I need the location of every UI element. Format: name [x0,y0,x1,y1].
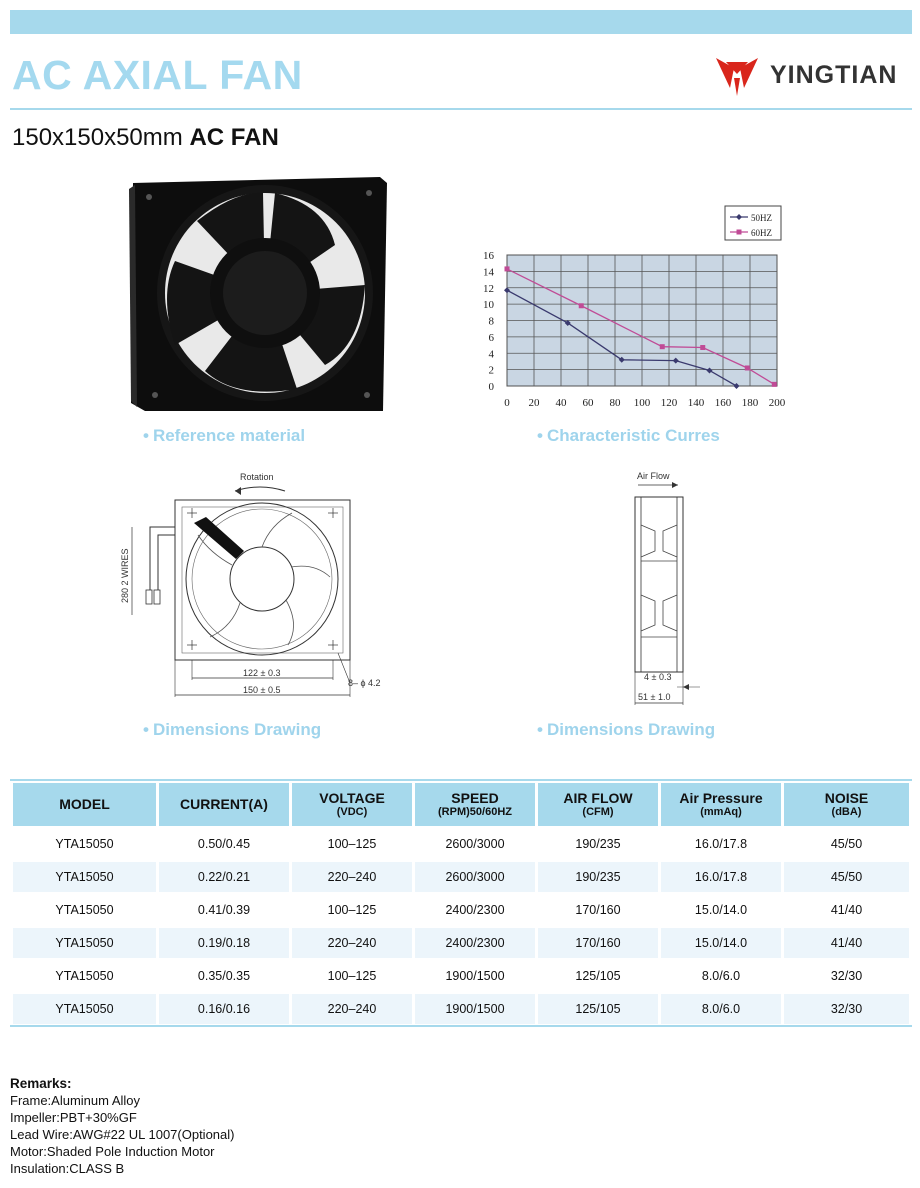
table-row: YTA15050 0.22/0.21 220–240 2600/3000 190/235 16.0/17.8 45/50 [13,862,909,892]
remarks-heading: Remarks: [10,1076,72,1091]
x-tick-label: 100 [633,397,651,409]
page-title: AC AXIAL FAN [12,52,303,98]
subtitle-type: AC FAN [189,124,279,151]
characteristic-chart [470,200,800,420]
table-row: YTA15050 0.50/0.45 100–125 2600/3000 190/235 16.0/17.8 45/50 [55,837,863,851]
data-point [660,344,665,349]
holes-label: 8– ϕ 4.2 [348,678,381,688]
caption-dim-side-text: Dimensions Drawing [546,720,716,739]
x-tick-label: 60 [582,397,594,409]
x-tick-label: 20 [528,397,540,409]
y-tick-label: 12 [483,282,494,295]
caption-dim-side: • Dimensions Drawing [537,720,716,739]
x-tick-label: 140 [687,397,705,409]
col-current: CURRENT(A) [159,783,289,826]
top-bar [10,10,912,34]
x-tick-label: 160 [714,397,732,409]
col-air-pressure: Air Pressure (mmAq) [661,783,781,826]
caption-curves: • Characteristic Curres [537,426,720,445]
outer-dimension-label: 150 ± 0.5 [243,685,281,695]
legend-label: 50HZ [751,213,772,223]
rotation-label: Rotation [240,472,274,482]
flange-label: 4 ± 0.3 [644,672,672,682]
data-point [700,345,705,350]
remark-lead-wire: Lead Wire:AWG#22 UL 1007(Optional) [10,1127,235,1142]
x-tick-label: 40 [555,397,567,409]
x-tick-label: 80 [609,397,621,409]
remark-insulation: Insulation:CLASS B [10,1161,125,1176]
x-tick-label: 0 [504,397,510,409]
table-row: YTA15050 0.35/0.35 100–125 1900/1500 125/105 8.0/6.0 32/30 [55,969,863,983]
fan-photo [125,175,390,415]
y-tick-label: 16 [483,250,494,262]
depth-label: 51 ± 1.0 [638,692,671,702]
data-point [745,365,750,370]
front-dimension-drawing [110,465,410,715]
y-tick-label: 2 [488,364,494,377]
legend-marker [737,230,742,235]
table-row: YTA15050 0.16/0.16 220–240 1900/1500 125/105 8.0/6.0 32/30 [13,994,909,1024]
inner-dimension-label: 122 ± 0.3 [243,668,281,678]
remarks-section [10,1075,234,1177]
table-bottom-rule [10,1025,912,1027]
x-tick-label: 120 [660,397,678,409]
x-tick-label: 180 [741,397,759,409]
y-tick-label: 8 [488,315,494,328]
col-voltage: VOLTAGE (VDC) [292,783,412,826]
col-speed: SPEED (RPM)50/60HZ [415,783,535,826]
specifications-table [10,780,912,1027]
remark-motor: Motor:Shaded Pole Induction Motor [10,1144,215,1159]
legend-label: 60HZ [751,228,772,238]
caption-dim-front-text: Dimensions Drawing [152,720,322,739]
header-divider [10,108,912,110]
x-tick-label: 200 [768,397,786,409]
caption-dim-front: • Dimensions Drawing [143,720,322,739]
chart-legend [725,206,781,240]
col-model: MODEL [13,783,156,826]
product-subtitle [12,124,279,152]
table-header-row [13,783,909,826]
remark-impeller: Impeller:PBT+30%GF [10,1110,137,1125]
y-tick-label: 14 [483,266,494,279]
y-tick-label: 4 [488,348,494,361]
caption-reference: • Reference material [143,426,306,445]
remark-frame: Frame:Aluminum Alloy [10,1093,141,1108]
subtitle-dims: 150x150x50mm [12,124,183,151]
col-airflow: AIR FLOW (CFM) [538,783,658,826]
data-point [772,382,777,387]
y-tick-label: 6 [488,331,494,344]
col-noise: NOISE (dBA) [784,783,909,826]
brand-logo [712,54,912,98]
brand-name: YINGTIAN [770,61,898,89]
caption-curves-text: Characteristic Curres [546,426,720,445]
caption-reference-text: Reference material [152,426,306,445]
y-tick-label: 10 [483,299,494,312]
table-row: YTA15050 0.41/0.39 100–125 2400/2300 170/160 15.0/14.0 41/40 [55,903,863,917]
data-point [579,303,584,308]
table-row: YTA15050 0.19/0.18 220–240 2400/2300 170/160 15.0/14.0 41/40 [13,928,909,958]
yingtian-logo-icon [712,54,762,98]
wires-label: 280 2 WIRES [120,548,130,603]
data-point [505,266,510,271]
side-dimension-drawing [600,465,740,715]
airflow-label: Air Flow [637,471,670,481]
y-tick-label: 0 [488,381,494,393]
